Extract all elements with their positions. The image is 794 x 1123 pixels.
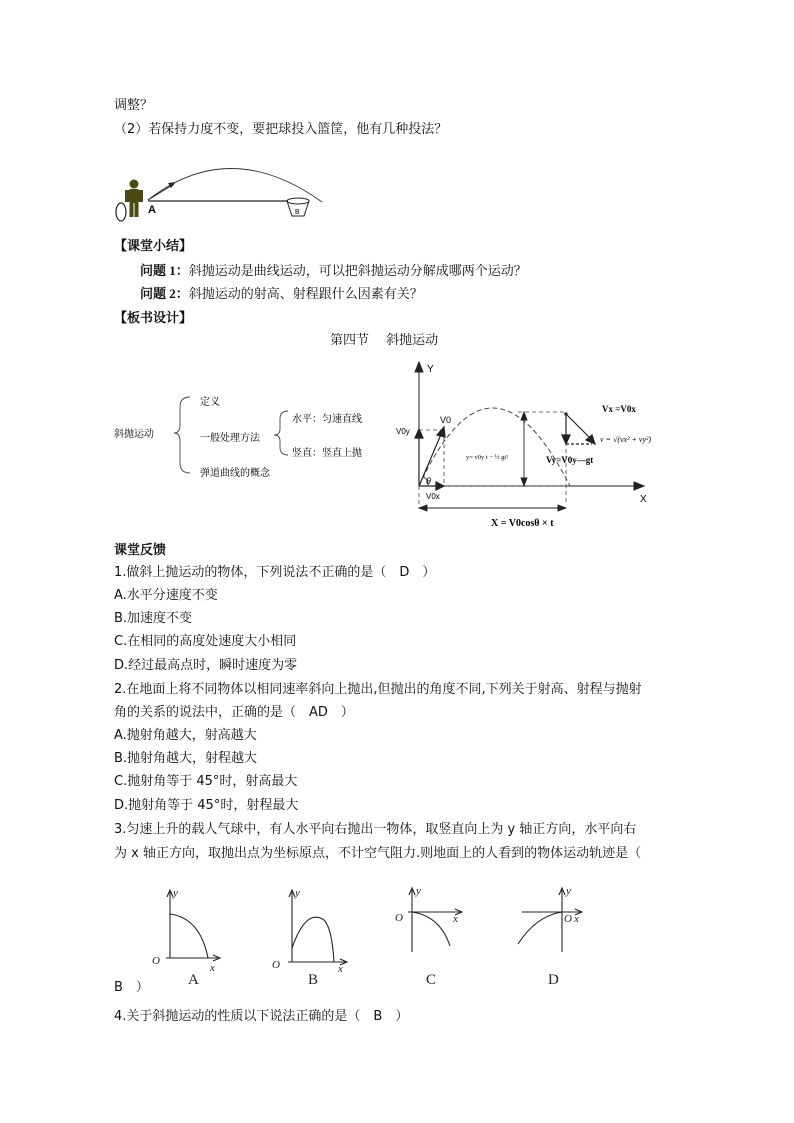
q1-option-b: B.加速度不变 <box>114 611 193 626</box>
summary-header: 【课堂小结】 <box>114 238 193 253</box>
v0-label: V0 <box>440 415 452 425</box>
person-icon <box>125 180 143 218</box>
graph-d-x: x <box>574 913 579 925</box>
q1-text: 斜抛运动是曲线运动，可以把斜抛运动分解成哪两个运动？ <box>188 264 527 279</box>
graph-c-y: y <box>416 885 421 897</box>
basketball-figure <box>110 156 340 226</box>
summary-question-1 <box>140 262 527 281</box>
graph-b-origin: O <box>272 959 280 971</box>
y-axis-label: Y <box>427 364 434 375</box>
graph-a-origin: O <box>152 955 160 967</box>
point-a-label: A <box>148 204 156 216</box>
board-vertical: 竖直：竖直上抛 <box>292 448 362 459</box>
graph-a-x: x <box>210 962 215 974</box>
graph-b <box>288 890 347 965</box>
v0y-label: V0y <box>396 427 410 436</box>
feedback-header: 课堂反馈 <box>114 543 167 558</box>
ball-icon <box>116 203 126 221</box>
graph-a <box>166 890 220 961</box>
q1-option-c: C.在相同的高度处速度大小相同 <box>114 634 297 649</box>
q2-label: 问题 2： <box>140 286 189 301</box>
q4-stem: 4.关于斜抛运动的性质以下说法正确的是（ B ） <box>114 1009 409 1024</box>
graph-c-origin: O <box>395 912 403 924</box>
projectile-diagram <box>396 360 656 532</box>
board-title: 第四节 斜抛运动 <box>330 333 439 348</box>
graph-d-y: y <box>566 885 571 897</box>
board-root: 斜抛运动 <box>114 429 154 440</box>
trajectory-curve <box>148 168 322 202</box>
q3-answer: B ） <box>114 980 149 995</box>
v0x-label: V0x <box>426 492 440 501</box>
graph-a-y: y <box>173 887 178 899</box>
board-horizontal: 水平：匀速直线 <box>292 414 362 425</box>
q2-option-c: C.抛射角等于 45°时，射高最大 <box>114 774 298 789</box>
vx-formula: Vx =V0x <box>602 404 636 414</box>
q2-text: 斜抛运动的射高、射程跟什么因素有关？ <box>188 287 423 302</box>
q1-stem: 1.做斜上抛运动的物体，下列说法不正确的是（ D ） <box>114 565 436 580</box>
q2-option-a: A.抛射角越大，射高越大 <box>114 728 257 743</box>
y-formula: y= v0y t − ½ gt² <box>466 454 509 461</box>
board-definition: 定义 <box>200 397 220 408</box>
q3-stem-2: 为 x 轴正方向，取抛出点为坐标原点，不计空气阻力.则地面上的人看到的物体运动轨迹是（ <box>114 846 642 861</box>
graph-b-label: B <box>308 972 319 988</box>
point-b-label: B <box>295 209 300 216</box>
board-header: 【板书设计】 <box>114 310 193 325</box>
board-method: 一般处理方法 <box>200 433 260 444</box>
board-outline <box>110 385 400 495</box>
q3-graphs <box>140 882 600 992</box>
graph-b-y: y <box>295 887 300 899</box>
q1-option-a: A.水平分速度不变 <box>114 588 218 603</box>
text-adjust: 调整？ <box>114 98 154 113</box>
graph-b-x: x <box>338 963 343 975</box>
theta-label: θ <box>426 476 431 486</box>
v-formula: v = √(vx² + vy²) <box>600 435 652 444</box>
x-axis-label: X <box>640 494 647 505</box>
vy-formula: Vy=V0y—gt <box>546 455 594 465</box>
q2-stem-1: 2.在地面上将不同物体以相同速率斜向上抛出,但抛出的角度不同,下列关于射高、射程与抛射 <box>114 682 642 697</box>
graph-c-label: C <box>426 972 437 988</box>
summary-question-2 <box>140 285 423 304</box>
q2-stem-2: 角的关系的说法中，正确的是（ AD ） <box>114 705 354 720</box>
q1-option-d: D.经过最高点时，瞬时速度为零 <box>114 658 298 673</box>
graph-c-x: x <box>453 913 458 925</box>
graph-d <box>518 888 582 952</box>
q2-option-b: B.抛射角越大，射程越大 <box>114 751 258 766</box>
board-trajectory-concept: 弹道曲线的概念 <box>200 468 270 479</box>
q2-option-d: D.抛射角等于 45°时，射程最大 <box>114 798 299 813</box>
graph-d-origin: O <box>564 913 572 925</box>
x-formula: X = V0cosθ × t <box>491 518 554 529</box>
q3-stem-1: 3.匀速上升的载人气球中，有人水平向右抛出一物体，取竖直向上为 y 轴正方向，水平向右 <box>114 822 637 837</box>
q1-label: 问题 1： <box>140 263 189 278</box>
graph-a-label: A <box>188 972 199 988</box>
question-2-text: （2）若保持力度不变，要把球投入篮筐，他有几种投法？ <box>114 122 448 137</box>
graph-d-label: D <box>548 972 559 988</box>
